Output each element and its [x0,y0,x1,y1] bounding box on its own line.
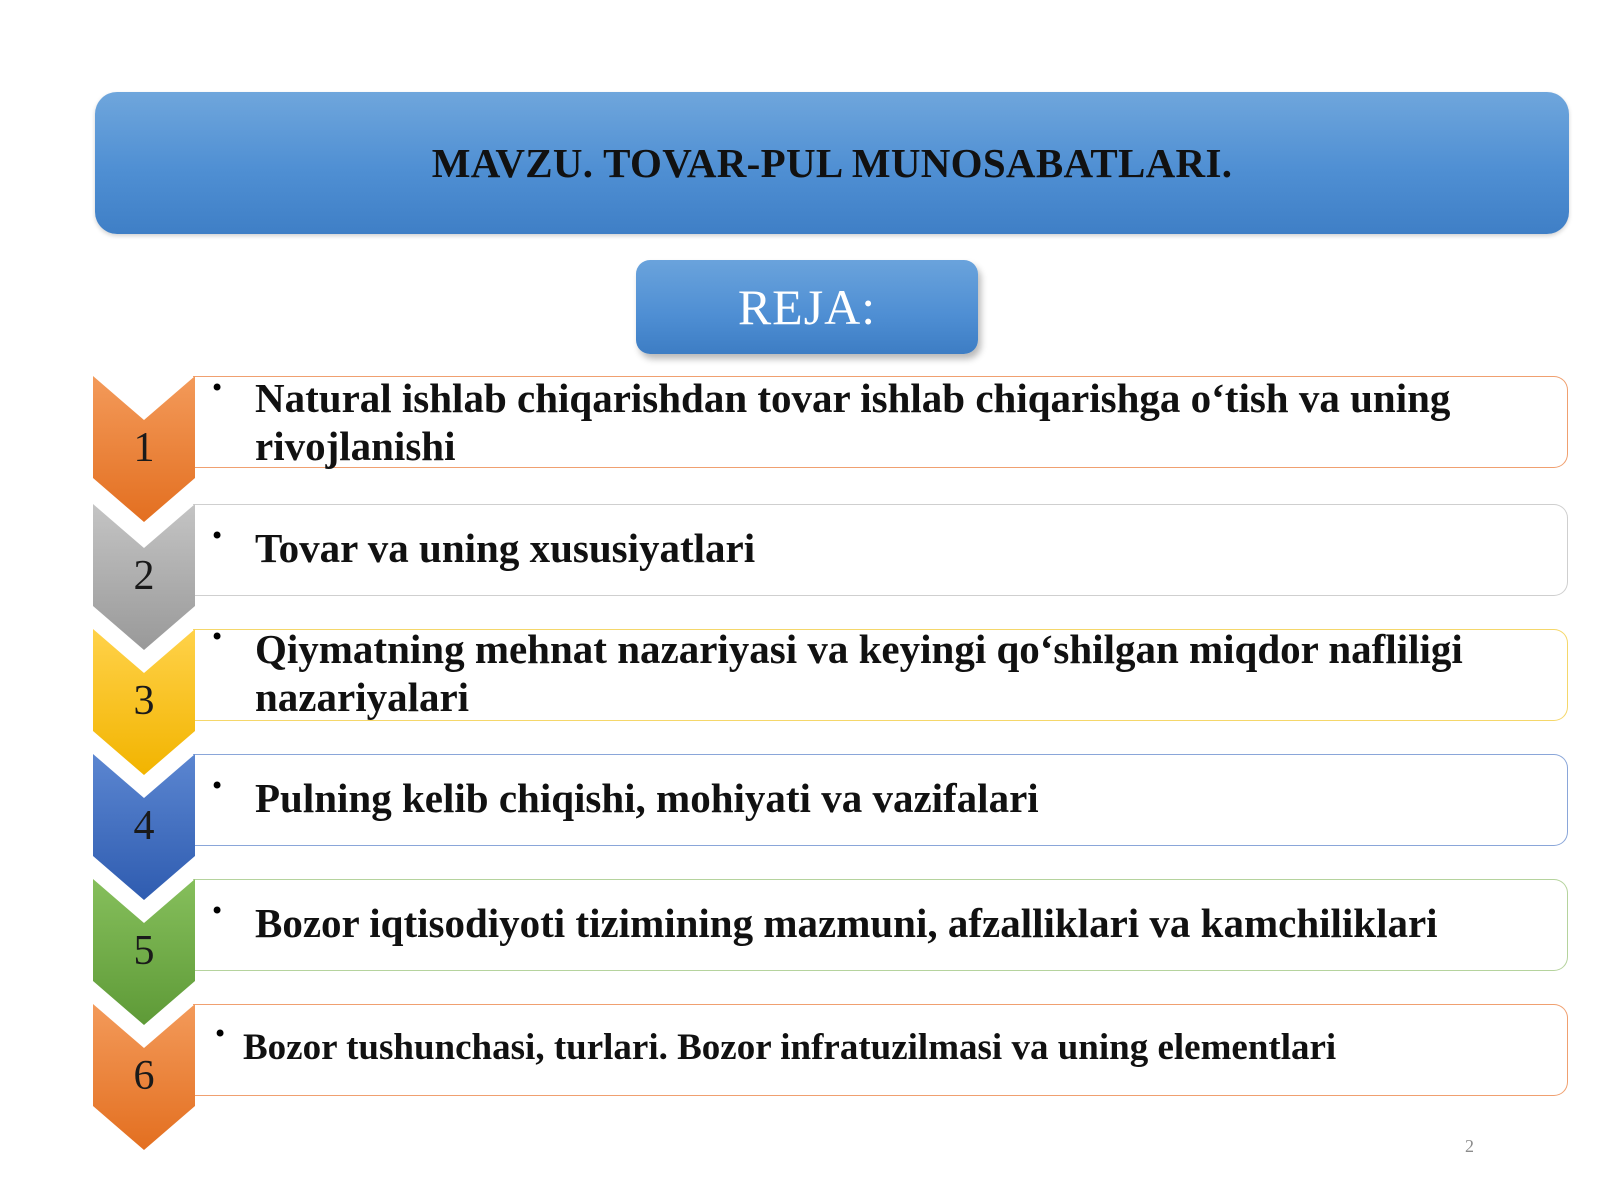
bullet-icon: • [210,897,225,925]
page-number: 2 [1465,1136,1474,1156]
item-number: 4 [133,803,155,849]
bullet-icon: • [210,374,225,402]
chevron-arrow-icon [93,376,195,522]
plan-item-text: Qiymatning mehnat nazariyasi va keyingi qo‘shilgan miqdor nafliligi nazariyalari [255,626,1463,720]
bullet-icon: • [210,772,225,800]
bullet-icon: • [210,623,225,651]
plan-item-text: Tovar va uning xususiyatlari [255,525,756,571]
item-number: 1 [133,425,155,471]
bullet-icon: • [213,1020,228,1048]
chevron-arrow-icon [93,1004,195,1150]
title-banner [95,92,1569,234]
plan-item-1 [93,376,1570,522]
item-number: 3 [133,678,155,724]
bullet-icon: • [210,522,225,550]
plan-item-6 [93,1004,1570,1150]
slide-title: MAVZU. TOVAR-PUL MUNOSABATLARI. [431,140,1233,186]
plan-item-text: Pulning kelib chiqishi, mohiyati va vazifalari [255,775,1039,821]
item-number: 5 [133,928,155,974]
slide-subtitle: REJA: [737,279,877,335]
plan-item-text: Bozor iqtisodiyoti tizimining mazmuni, afzalliklari va kamchiliklari [255,900,1438,946]
plan-item-text: Natural ishlab chiqarishdan tovar ishlab chiqarishga o‘tish va uning rivojlanishi [255,375,1451,469]
item-number: 2 [133,553,155,599]
plan-item-text: Bozor tushunchasi, turlari. Bozor infratuzilmasi va uning elementlari [243,1027,1337,1068]
item-number: 6 [133,1053,155,1099]
reja-banner [636,260,978,354]
